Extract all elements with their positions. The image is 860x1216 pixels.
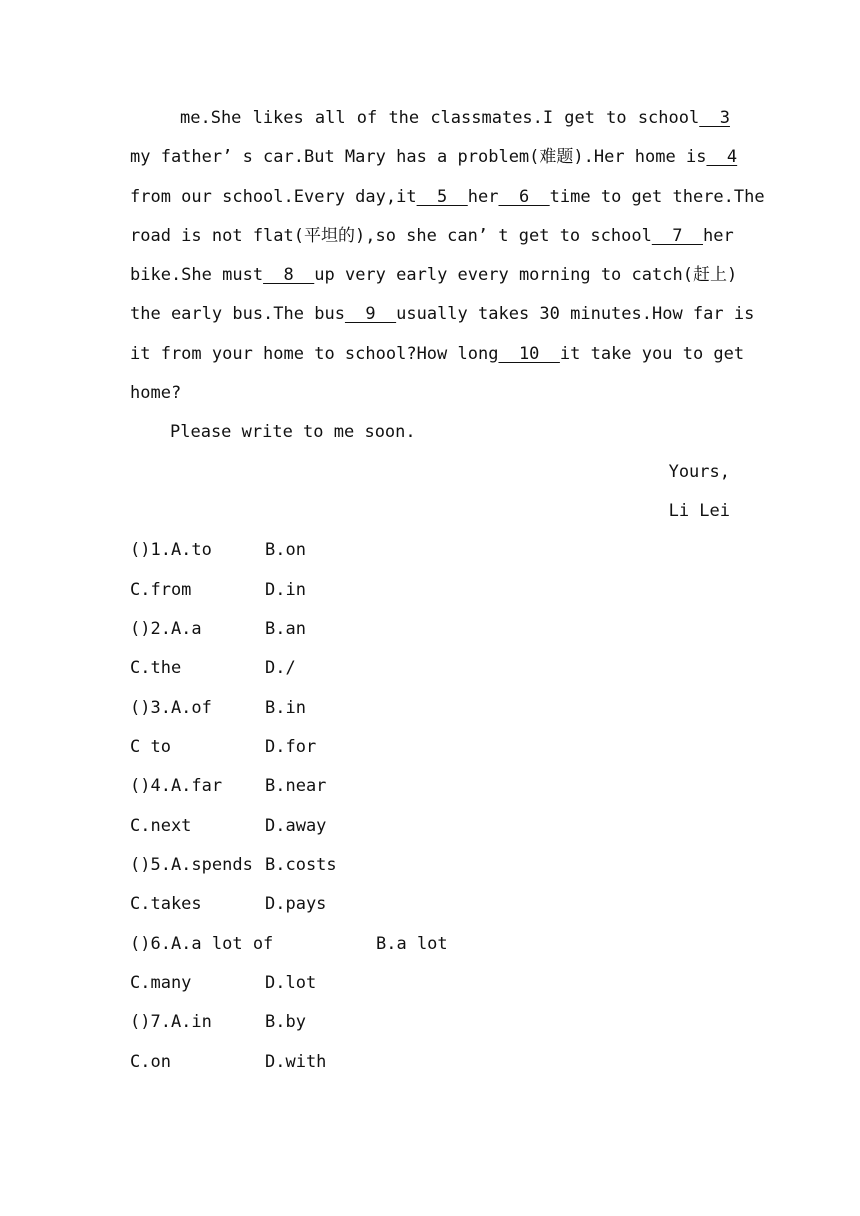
text: Yours,	[668, 462, 730, 482]
question-1-option-c[interactable]: C.from	[130, 580, 192, 600]
question-4-option-b[interactable]: B.near	[265, 776, 327, 796]
question-5-option-d[interactable]: D.pays	[265, 894, 327, 914]
question-4-option-a[interactable]: ()4.A.far	[130, 776, 223, 796]
text: her	[703, 226, 734, 246]
question-3-option-a[interactable]: ()3.A.of	[130, 698, 212, 718]
question-7-option-c[interactable]: C.on	[130, 1052, 171, 1072]
text: of	[356, 108, 378, 128]
passage-line-2	[130, 145, 738, 169]
text: me.She	[180, 108, 242, 128]
question-7-option-b[interactable]: B.by	[265, 1012, 306, 1032]
text: Please write to me soon.	[170, 422, 416, 442]
passage-line-4	[130, 224, 734, 248]
text: my father’ s car.But Mary has a problem(难题).Her home is	[130, 147, 707, 167]
question-2-option-d[interactable]: D./	[265, 658, 296, 678]
blank-7: 7	[651, 226, 703, 246]
text: up very early every morning to catch(赶上)	[314, 265, 738, 285]
passage-line-9	[170, 420, 730, 444]
question-1-option-a[interactable]: ()1.A.to	[130, 540, 212, 560]
passage-line-7	[130, 342, 745, 366]
text: bike.She must	[130, 265, 264, 285]
question-4-option-d[interactable]: D.away	[265, 816, 327, 836]
text: it from your home to school?How long	[130, 344, 499, 364]
passage-line-3	[130, 185, 765, 209]
text: classmates.I	[430, 108, 554, 128]
passage-line-8	[130, 381, 730, 405]
text: the	[388, 108, 420, 128]
letter-closing	[130, 460, 730, 484]
question-3-option-c[interactable]: C to	[130, 737, 171, 757]
passage-line-1	[180, 106, 730, 130]
blank-6: 6	[498, 187, 550, 207]
passage-line-5	[130, 263, 738, 287]
question-6-option-b[interactable]: B.a lot	[376, 934, 448, 954]
letter-signature	[130, 499, 730, 523]
question-5-option-a[interactable]: ()5.A.spends	[130, 855, 253, 875]
text: her	[467, 187, 499, 207]
question-5-option-b[interactable]: B.costs	[265, 855, 337, 875]
blank-4: 4	[706, 147, 738, 167]
text: all	[314, 108, 346, 128]
text: the early bus.The bus	[130, 304, 345, 324]
text: it take you to get	[559, 344, 745, 364]
question-6-option-d[interactable]: D.lot	[265, 973, 317, 993]
blank-5: 5	[416, 187, 468, 207]
question-5-option-c[interactable]: C.takes	[130, 894, 202, 914]
text: usually takes 30 minutes.How far is	[396, 304, 755, 324]
question-3-option-b[interactable]: B.in	[265, 698, 306, 718]
question-7-option-a[interactable]: ()7.A.in	[130, 1012, 212, 1032]
question-1-option-b[interactable]: B.on	[265, 540, 306, 560]
blank-8: 8	[263, 265, 315, 285]
question-2-option-b[interactable]: B.an	[265, 619, 306, 639]
passage-line-6	[130, 302, 755, 326]
question-3-option-d[interactable]: D.for	[265, 737, 317, 757]
text: get	[564, 108, 596, 128]
text: from our school.Every day,it	[130, 187, 417, 207]
blank-9: 9	[344, 304, 397, 324]
question-4-option-c[interactable]: C.next	[130, 816, 192, 836]
text: school	[637, 108, 700, 128]
text: to	[606, 108, 627, 128]
text: home?	[130, 383, 182, 403]
text: Li Lei	[668, 501, 730, 521]
blank-3: 3	[699, 108, 730, 128]
question-1-option-d[interactable]: D.in	[265, 580, 306, 600]
question-6-option-a[interactable]: ()6.A.a lot of	[130, 934, 274, 954]
question-7-option-d[interactable]: D.with	[265, 1052, 327, 1072]
text: road is not flat(平坦的),so she can’ t get to school	[130, 226, 652, 246]
text: time to get there.The	[549, 187, 765, 207]
question-2-option-a[interactable]: ()2.A.a	[130, 619, 202, 639]
text: likes	[252, 108, 304, 128]
question-2-option-c[interactable]: C.the	[130, 658, 182, 678]
question-6-option-c[interactable]: C.many	[130, 973, 192, 993]
blank-10: 10	[498, 344, 560, 364]
